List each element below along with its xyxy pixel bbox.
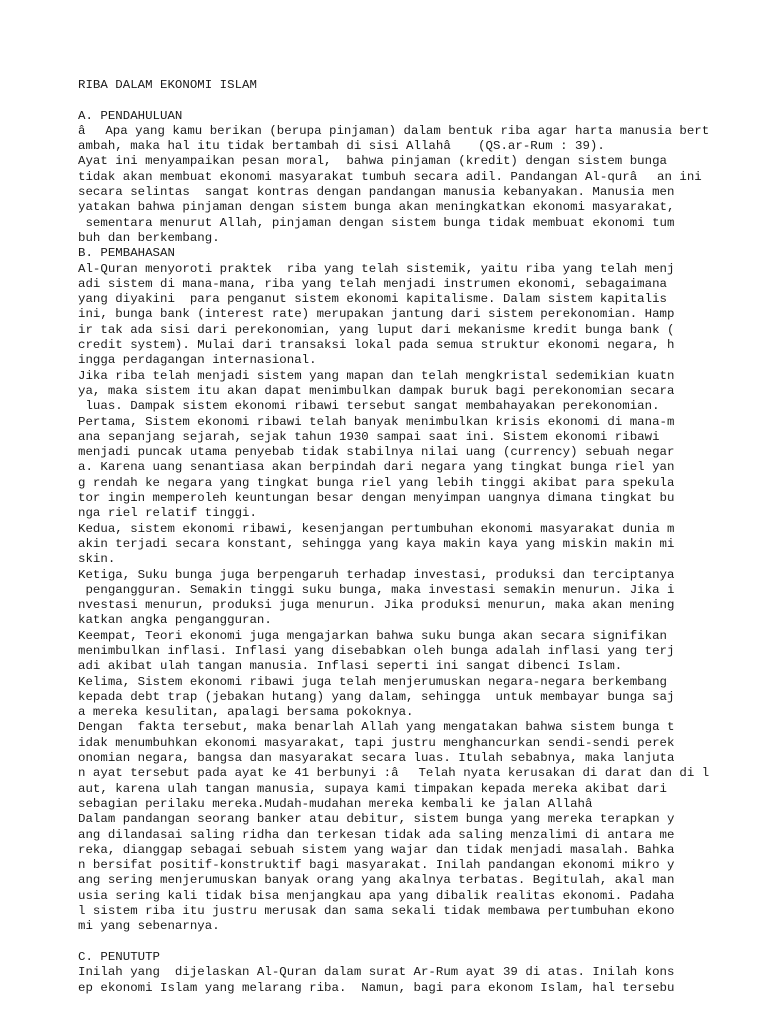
text-line: ang dilandasai saling ridha dan terkesan tidak ada saling menzalimi di antara me bbox=[78, 827, 675, 842]
text-line: akin terjadi secara konstant, sehingga yang kaya makin kaya yang miskin makin mi bbox=[78, 536, 675, 551]
blank-line: C. PENUTUTP bbox=[78, 949, 161, 964]
text-line: âApa yang kamu berikan (berupa pinjaman) dalam bentuk riba agar harta manusia bert bbox=[78, 123, 710, 138]
section-heading-pendahuluan: A. PENDAHULUAN bbox=[78, 108, 183, 123]
text-line: Kedua, sistem ekonomi ribawi, kesenjangan pertumbuhan ekonomi masyarakat dunia m bbox=[78, 521, 675, 536]
text-line: a. Karena uang senantiasa akan berpindah dari negara yang tingkat bunga riel yan bbox=[78, 460, 675, 475]
text-line: ingga perdagangan internasional. bbox=[78, 353, 317, 368]
text-line: idak menumbuhkan ekonomi masyarakat, tapi justru menghancurkan sendi-sendi perek bbox=[78, 735, 675, 750]
text-line bbox=[78, 935, 709, 950]
text-line: g rendah ke negara yang tingkat bunga riel yang lebih tinggi akibat para spekula bbox=[78, 475, 675, 490]
text-line: Kelima, Sistem ekonomi ribawi juga telah menjerumuskan negara-negara berkembang bbox=[78, 674, 667, 689]
text-line: nvestasi menurun, produksi juga menurun. Jika produksi menurun, maka akan mening bbox=[78, 598, 675, 613]
text-line: kepada debt trap (jebakan hutang) yang dalam, sehingga untuk membayar bunga saj bbox=[78, 689, 675, 704]
text-line: adi sistem di mana-mana, riba yang telah menjadi instrumen ekonomi, sebagaimana bbox=[78, 276, 667, 291]
text-line: mi yang sebenarnya. bbox=[78, 919, 220, 934]
text-line: Dengan fakta tersebut, maka benarlah Allah yang mengatakan bahwa sistem bunga t bbox=[78, 720, 675, 735]
section-heading-penutup: Inilah yang dijelaskan Al-Quran dalam surat Ar-Rum ayat 39 di atas. Inilah kons bbox=[78, 965, 675, 980]
text-line: credit system). Mulai dari transaksi lokal pada semua struktur ekonomi negara, h bbox=[78, 338, 675, 353]
section-heading-pembahasan: B. PEMBAHASAN bbox=[78, 246, 175, 261]
text-line: l sistem riba itu justru merusak dan sama sekali tidak membawa pertumbuhan ekono bbox=[78, 904, 675, 919]
text-line: ya, maka sistem itu akan dapat menimbulkan dampak buruk bagi perekonomian secara bbox=[78, 383, 675, 398]
text-line: menimbulkan inflasi. Inflasi yang disebabkan oleh bunga adalah inflasi yang terj bbox=[78, 643, 675, 658]
text-line: onomian negara, bangsa dan masyarakat secara luas. Itulah sebabnya, maka lanjuta bbox=[78, 751, 675, 766]
text-line: menjadi puncak utama penyebab tidak stabilnya nilai uang (currency) sebuah negar bbox=[78, 445, 675, 460]
text-line: nga riel relatif tinggi. bbox=[78, 506, 257, 521]
text-line: n ayat tersebut pada ayat ke 41 berbunyi :âTelah nyata kerusakan di darat dan di l bbox=[78, 766, 710, 781]
text-line: katkan angka pengangguran. bbox=[78, 613, 272, 628]
text-line: Al-Quran menyoroti praktek riba yang telah sistemik, yaitu riba yang telah menj bbox=[78, 261, 675, 276]
text-line: ir tak ada sisi dari perekonomian, yang luput dari mekanisme kredit bunga bank ( bbox=[78, 322, 675, 337]
text-line: buh dan berkembang. bbox=[78, 230, 220, 245]
text-line: n bersifat positif-konstruktif bagi masyarakat. Inilah pandangan ekonomi mikro y bbox=[78, 858, 675, 873]
text-line: pengangguran. Semakin tinggi suku bunga, maka investasi semakin menurun. Jika i bbox=[78, 582, 675, 597]
text-line: usia sering kali tidak bisa menjangkau apa yang dibalik realitas ekonomi. Padaha bbox=[78, 888, 675, 903]
text-line: sementara menurut Allah, pinjaman dengan sistem bunga tidak membuat ekonomi tum bbox=[78, 215, 675, 230]
text-line: skin. bbox=[78, 552, 116, 567]
text-line: ep ekonomi Islam yang melarang riba. Namun, bagi para ekonom Islam, hal tersebu bbox=[78, 980, 675, 995]
text-line: ang sering menjerumuskan banyak orang yang akalnya terbatas. Begitulah, akal man bbox=[78, 873, 675, 888]
text-line: sebagian perilaku mereka.Mudah-mudahan mereka kembali ke jalan Allahâ bbox=[78, 796, 613, 811]
text-line: a mereka kesulitan, apalagi bersama pokoknya. bbox=[78, 705, 414, 720]
document-title: RIBA DALAM EKONOMI ISLAM bbox=[78, 78, 257, 92]
text-line: adi akibat ulah tangan manusia. Inflasi seperti ini sangat dibenci Islam. bbox=[78, 659, 623, 674]
text-line: Ketiga, Suku bunga juga berpengaruh terhadap investasi, produksi dan terciptanya bbox=[78, 567, 675, 582]
text-line: ana sepanjang sejarah, sejak tahun 1930 sampai saat ini. Sistem ekonomi ribawi bbox=[78, 429, 660, 444]
text-line: Jika riba telah menjadi sistem yang mapan dan telah mengkristal sedemikian kuatn bbox=[78, 368, 675, 383]
text-line: Keempat, Teori ekonomi juga mengajarkan bahwa suku bunga akan secara signifikan bbox=[78, 628, 667, 643]
text-line: Pertama, Sistem ekonomi ribawi telah banyak menimbulkan krisis ekonomi di mana-m bbox=[78, 414, 675, 429]
text-line: reka, dianggap sebagai sebuah sistem yang wajar dan tidak menjadi masalah. Bahka bbox=[78, 842, 675, 857]
text-line: Dalam pandangan seorang banker atau debitur, sistem bunga yang mereka terapkan y bbox=[78, 812, 675, 827]
text-line: yang diyakini para penganut sistem ekonomi kapitalisme. Dalam sistem kapitalis bbox=[78, 292, 667, 307]
text-line bbox=[78, 996, 709, 1011]
text-line: tidak akan membuat ekonomi masyarakat tumbuh secara adil. Pandangan Al-qurâan ini bbox=[78, 169, 702, 184]
text-line: Ayat ini menyampaikan pesan moral, bahwa pinjaman (kredit) dengan sistem bunga bbox=[78, 154, 667, 169]
blank-line bbox=[78, 93, 709, 108]
text-line: luas. Dampak sistem ekonomi ribawi tersebut sangat membahayakan perekonomian. bbox=[78, 399, 660, 414]
text-line: ini, bunga bank (interest rate) merupakan jantung dari sistem perekonomian. Hamp bbox=[78, 307, 675, 322]
text-line: aut, karena ulah tangan manusia, supaya kami timpakan kepada mereka akibat dari bbox=[78, 781, 667, 796]
text-line: tor ingin memperoleh keuntungan besar dengan menyimpan uangnya dimana tingkat bu bbox=[78, 491, 675, 506]
text-line: ambah, maka hal itu tidak bertambah di sisi Allahâ (QS.ar-Rum : 39). bbox=[78, 139, 605, 154]
text-line: secara selintas sangat kontras dengan pandangan manusia kebanyakan. Manusia men bbox=[78, 185, 675, 200]
text-line: yatakan bahwa pinjaman dengan sistem bunga akan meningkatkan ekonomi masyarakat, bbox=[78, 200, 675, 215]
document-body bbox=[78, 78, 709, 1011]
